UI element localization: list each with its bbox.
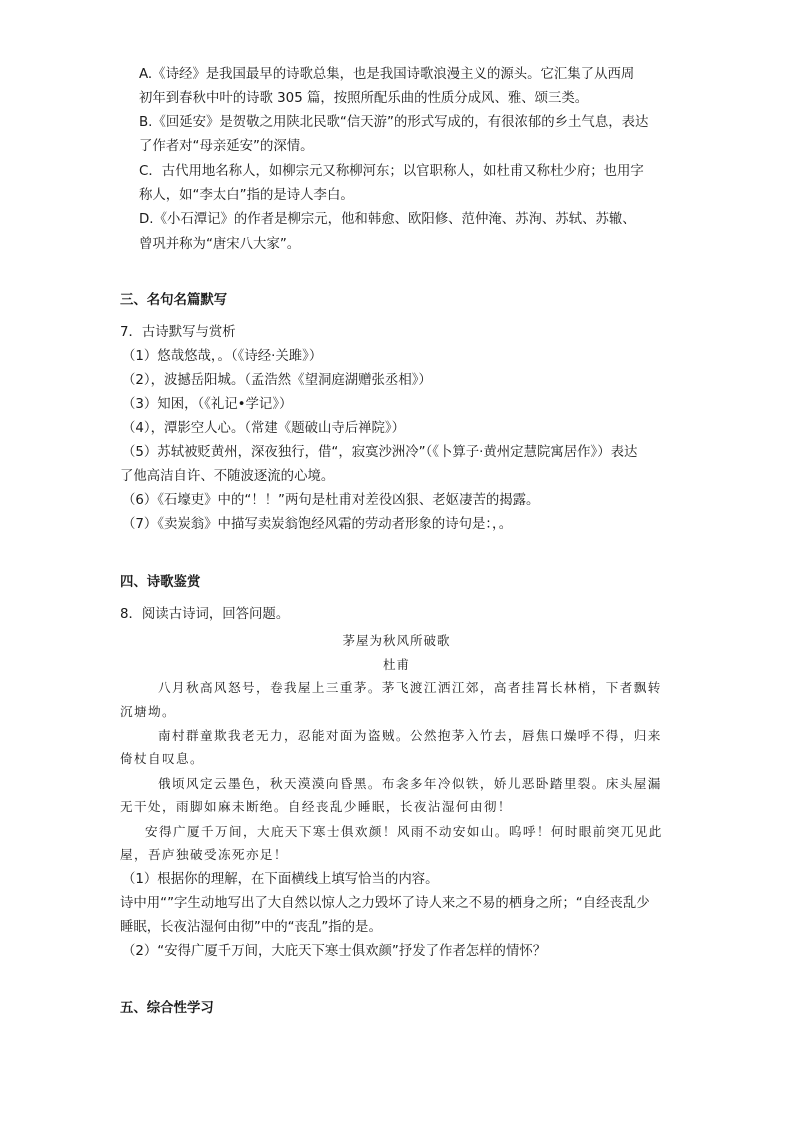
question-7-title: 7．古诗默写与赏析 bbox=[120, 325, 236, 340]
q8-sub-1: （1）根据你的理解，在下面横线上填写恰当的内容。 bbox=[122, 872, 439, 887]
option-c-line-1: C．古代用地名称人，如柳宗元又称柳河东；以官职称人，如杜甫又称杜少府；也用字 bbox=[139, 164, 644, 179]
poem-author: 杜甫 bbox=[382, 657, 410, 672]
q7-item-5-line-1: （5）苏轼被贬黄州，深夜独行，借“，寂寞沙洲冷”（《卜算子·黄州定慧院寓居作》）表达 bbox=[122, 445, 638, 460]
option-c-line-2: 称人，如“李太白”指的是诗人李白。 bbox=[139, 188, 354, 203]
q8-sub-1-line-1: 诗中用“”字生动地写出了大自然以惊人之力毁坏了诗人来之不易的栖身之所；“自经丧乱少 bbox=[120, 896, 650, 911]
q7-item-3: （3）知困，（《礼记•学记》） bbox=[122, 397, 293, 412]
q7-item-7: （7）《卖炭翁》中描写卖炭翁饱经风霜的劳动者形象的诗句是：，。 bbox=[122, 517, 513, 532]
option-d-line-2: 曾巩并称为“唐宋八大家”。 bbox=[139, 237, 301, 252]
q7-item-2: （2），波撼岳阳城。（孟浩然《望洞庭湖赠张丞相》） bbox=[122, 373, 432, 388]
poem-line: 沉塘坳。 bbox=[120, 704, 176, 719]
q7-item-4: （4），潭影空人心。（常建《题破山寺后禅院》） bbox=[122, 421, 406, 436]
poem-line: 俄顷风定云墨色，秋天漠漠向昏黑。布衾多年冷似铁，娇儿恶卧踏里裂。床头屋漏 bbox=[158, 776, 662, 791]
poem-line: 倚杖自叹息。 bbox=[120, 751, 204, 766]
poem-line: 安得广厦千万间，大庇天下寒士俱欢颜！风雨不动安如山。呜呼！何时眼前突兀见此 bbox=[145, 824, 663, 839]
section-3-heading: 三、名句名篇默写 bbox=[120, 293, 228, 308]
option-a-line-2: 初年到春秋中叶的诗歌 305 篇，按照所配乐曲的性质分成风、雅、颂三类。 bbox=[139, 91, 589, 106]
poem-line: 八月秋高风怒号，卷我屋上三重茅。茅飞渡江洒江郊，高者挂罥长林梢，下者飘转 bbox=[158, 680, 662, 695]
q7-item-6: （6）《石壕吏》中的“！！”两句是杜甫对差役凶狠、老妪凄苦的揭露。 bbox=[122, 493, 540, 508]
option-d-line-1: D.《小石潭记》的作者是柳宗元，他和韩愈、欧阳修、范仲淹、苏洵、苏轼、苏辙、 bbox=[139, 212, 636, 227]
option-a-line-1: A.《诗经》是我国最早的诗歌总集，也是我国诗歌浪漫主义的源头。它汇集了从西周 bbox=[139, 67, 635, 82]
poem-line: 无干处，雨脚如麻未断绝。自经丧乱少睡眠，长夜沾湿何由彻！ bbox=[120, 799, 512, 814]
question-8-title: 8．阅读古诗词，回答问题。 bbox=[120, 607, 290, 622]
poem-line: 南村群童欺我老无力，忍能对面为盗贼。公然抱茅入竹去，唇焦口燥呼不得，归来 bbox=[158, 728, 662, 743]
poem-line: 屋，吾庐独破受冻死亦足！ bbox=[120, 847, 288, 862]
q8-sub-2: （2）“安得广厦千万间，大庇天下寒士俱欢颜”抒发了作者怎样的情怀？ bbox=[122, 944, 547, 959]
option-b-line-2: 了作者对“母亲延安”的深情。 bbox=[139, 139, 314, 154]
poem-title: 茅屋为秋风所破歌 bbox=[342, 633, 451, 648]
q7-item-1: （1）悠哉悠哉，。（《诗经·关雎》） bbox=[122, 349, 323, 364]
q8-sub-1-line-2: 睡眠，长夜沾湿何由彻”中的“丧乱”指的是。 bbox=[120, 920, 382, 935]
option-b-line-1: B.《回延安》是贺敬之用陕北民歌“信天游”的形式写成的，有很浓郁的乡土气息，表达 bbox=[139, 115, 649, 130]
q7-item-5-line-2: 了他高洁自许、不随波逐流的心境。 bbox=[120, 469, 335, 484]
section-5-heading: 五、综合性学习 bbox=[120, 1001, 214, 1016]
section-4-heading: 四、诗歌鉴赏 bbox=[120, 575, 201, 590]
